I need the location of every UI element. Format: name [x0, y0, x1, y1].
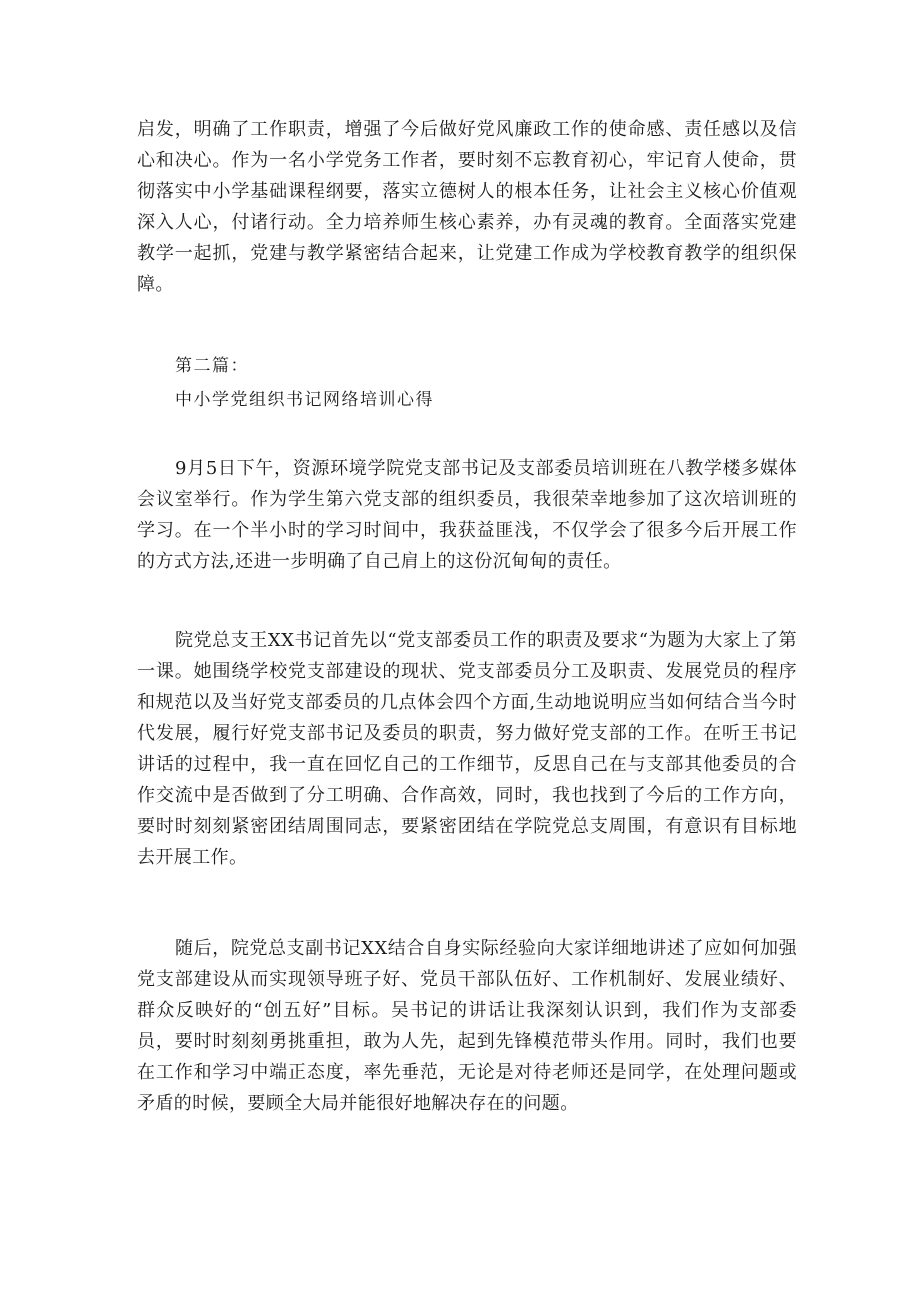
paragraph-second-lecture: 随后，院党总支副书记XX结合自身实际经验向大家详细地讲述了应如何加强党支部建设从而实现领导班子好、党员干部队伍好、工作机制好、发展业绩好、群众反映好的“创五好”目标。吴书记的讲话让我深刻认识到，我们作为支部委员，要时时刻刻勇挑重担，敢为人先，起到先锋模范带头作用。同时，我们也要在工作和学习中端正态度，率先垂范，无论是对待老师还是同学，在处理问题或矛盾的时候，要顾全大局并能很好地解决存在的问题。 — [137, 938, 797, 1114]
paragraph-training-intro: 9月5日下午，资源环境学院党支部书记及支部委员培训班在八教学楼多媒体会议室举行。作为学生第六党支部的组织委员，我很荣幸地参加了这次培训班的学习。在一个半小时的学习时间中，我获益匪浅，不仅学会了很多今后开展工作的方式方法,还进一步明确了自己肩上的这份沉甸甸的责任。 — [137, 458, 797, 572]
section-label: 第二篇： — [175, 356, 249, 376]
section-title: 中小学党组织书记网络培训心得 — [175, 390, 434, 410]
paragraph-continuation: 启发，明确了工作职责，增强了今后做好党风廉政工作的使命感、责任感以及信心和决心。作为一名小学党务工作者，要时刻不忘教育初心，牢记育人使命，贯彻落实中小学基础课程纲要，落实立德树人的根本任务，让社会主义核心价值观深入人心，付诸行动。全力培养师生核心素养，办有灵魂的教育。全面落实党建教学一起抓，党建与教学紧密结合起来，让党建工作成为学校教育教学的组织保障。 — [137, 119, 797, 295]
paragraph-first-lecture: 院党总支王XX书记首先以“党支部委员工作的职责及要求“为题为大家上了第一课。她围绕学校党支部建设的现状、党支部委员分工及职责、发展党员的程序和规范以及当好党支部委员的几点体会四个方面,生动地说明应当如何结合当今时代发展，履行好党支部书记及委员的职责，努力做好党支部的工作。在听王书记讲话的过程中，我一直在回忆自己的工作细节，反思自己在与支部其他委员的合作交流中是否做到了分工明确、合作高效，同时，我也找到了今后的工作方向，要时时刻刻紧密团结周围同志，要紧密团结在学院党总支周围，有意识有目标地去开展工作。 — [137, 630, 797, 868]
